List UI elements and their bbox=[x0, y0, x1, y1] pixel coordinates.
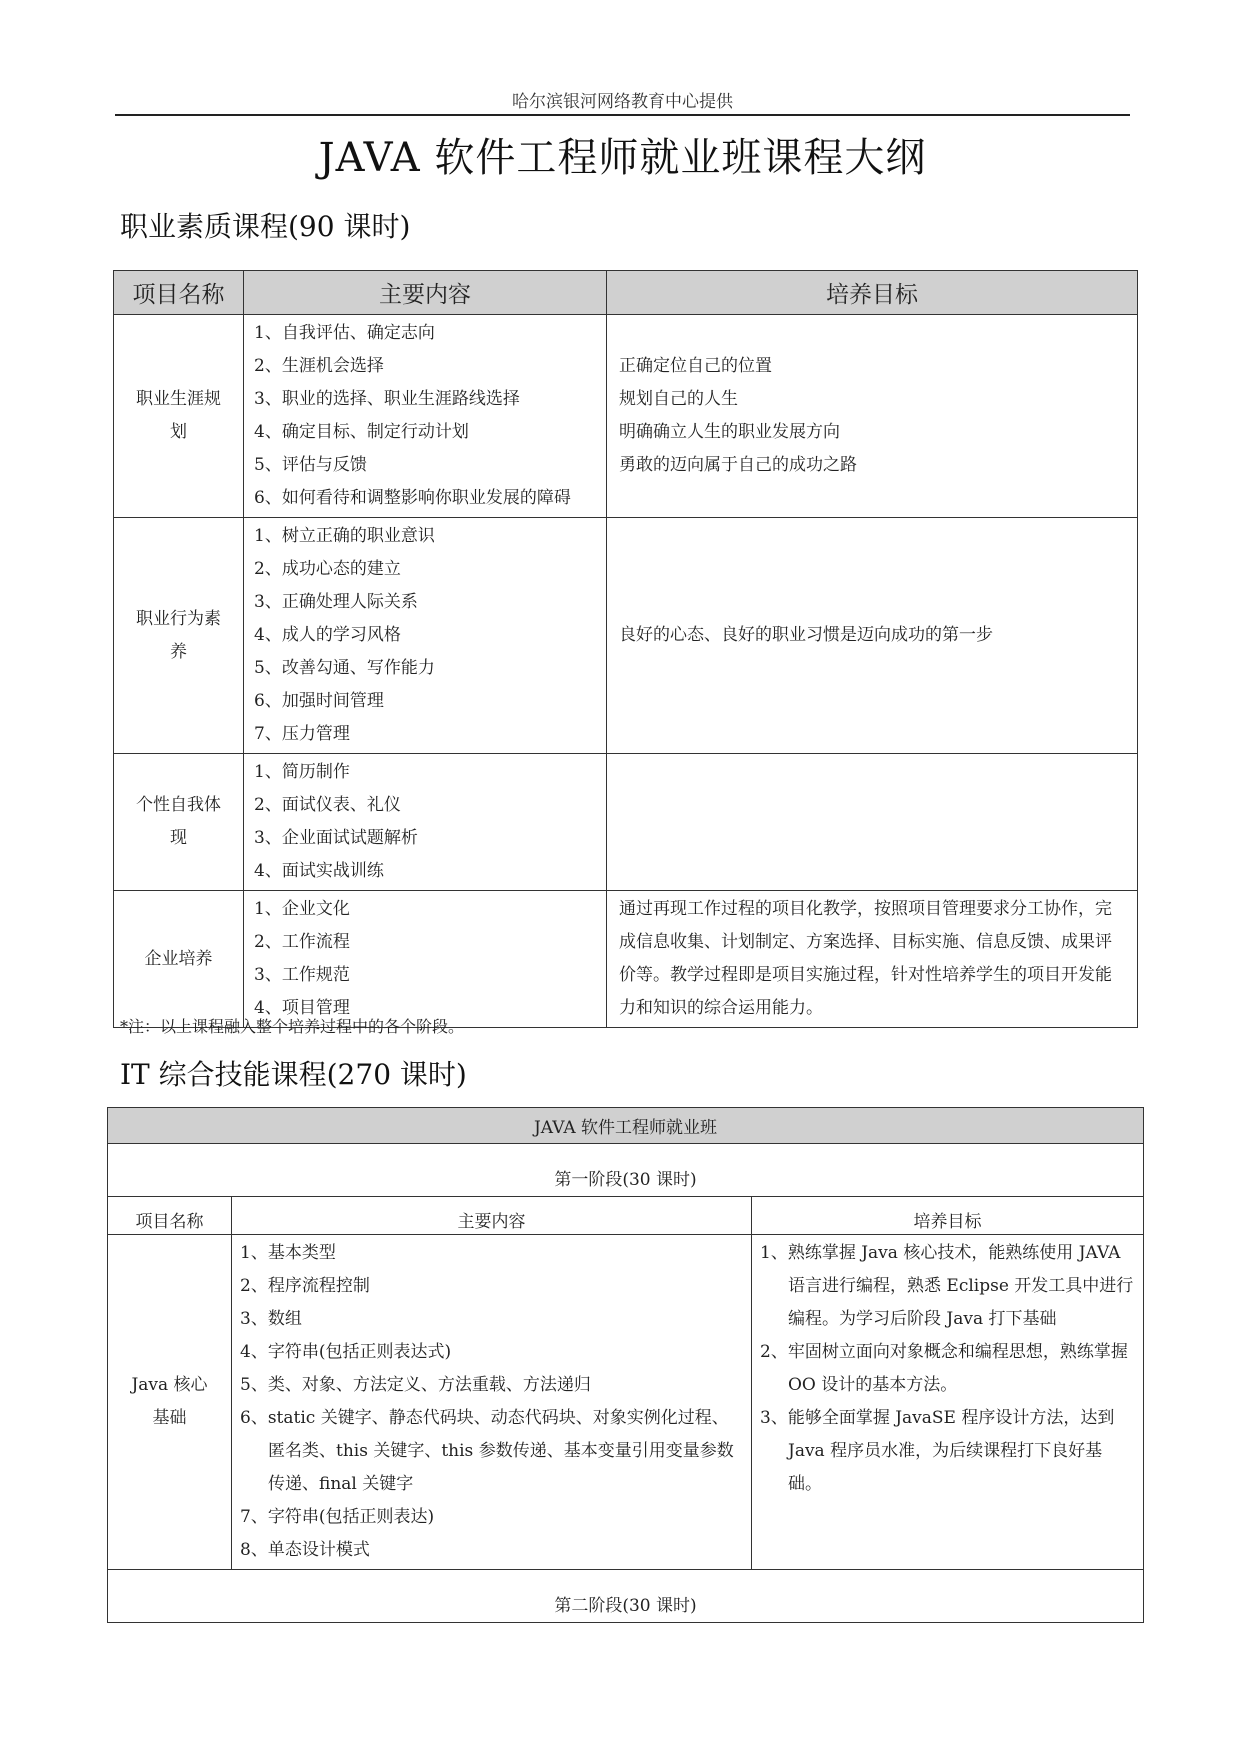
column-header-name: 项目名称 bbox=[114, 271, 244, 315]
column-header-name: 项目名称 bbox=[108, 1197, 232, 1235]
content-line: 1、基本类型 bbox=[240, 1243, 336, 1263]
content-line: 8、单态设计模式 bbox=[240, 1540, 370, 1560]
item-content bbox=[232, 1235, 752, 1570]
section-title-professional-quality: 职业素质课程(90 课时) bbox=[120, 210, 411, 243]
content-line: 5、改善勾通、写作能力 bbox=[254, 658, 435, 678]
item-content bbox=[244, 518, 607, 754]
item-name-line: 划 bbox=[170, 422, 187, 442]
column-header-goal: 培养目标 bbox=[607, 271, 1138, 315]
goal-line: 良好的心态、良好的职业习惯是迈向成功的第一步 bbox=[619, 625, 993, 645]
document-title: JAVA 软件工程师就业班课程大纲 bbox=[318, 135, 927, 181]
item-goal bbox=[607, 891, 1138, 1028]
program-row bbox=[108, 1108, 1144, 1144]
column-header-content: 主要内容 bbox=[232, 1197, 752, 1235]
content-line: 2、面试仪表、礼仪 bbox=[254, 795, 401, 815]
table-header-row bbox=[114, 271, 1138, 315]
item-content bbox=[244, 891, 607, 1028]
professional-quality-table bbox=[113, 270, 1138, 1028]
goal-line: 2、牢固树立面向对象概念和编程思想，熟练掌握 OO 设计的基本方法。 bbox=[760, 1342, 1128, 1395]
item-name bbox=[108, 1235, 232, 1570]
content-line: 2、生涯机会选择 bbox=[254, 356, 384, 376]
item-name-line: 企业培养 bbox=[144, 948, 213, 969]
content-line: 4、成人的学习风格 bbox=[254, 625, 401, 645]
stage-row bbox=[108, 1144, 1144, 1197]
content-line: 4、字符串(包括正则表达式) bbox=[240, 1342, 452, 1362]
content-line: 2、程序流程控制 bbox=[240, 1276, 370, 1296]
item-name bbox=[114, 315, 244, 518]
table-row bbox=[114, 518, 1138, 754]
item-goal bbox=[752, 1235, 1144, 1570]
content-line: 3、企业面试试题解析 bbox=[254, 828, 418, 848]
table-row bbox=[108, 1235, 1144, 1570]
column-header-goal: 培养目标 bbox=[752, 1197, 1144, 1235]
content-line: 1、简历制作 bbox=[254, 762, 350, 782]
item-content bbox=[244, 754, 607, 891]
content-line: 3、工作规范 bbox=[254, 965, 350, 985]
item-name bbox=[114, 518, 244, 754]
content-line: 5、评估与反馈 bbox=[254, 455, 367, 475]
program-name: JAVA 软件工程师就业班 bbox=[108, 1108, 1144, 1144]
item-name-line: Java 核心 bbox=[131, 1375, 208, 1395]
column-header-content: 主要内容 bbox=[244, 271, 607, 315]
header-rule bbox=[115, 114, 1130, 116]
item-goal bbox=[607, 518, 1138, 754]
table-row bbox=[114, 891, 1138, 1028]
content-line: 1、树立正确的职业意识 bbox=[254, 526, 435, 546]
stage-label: 第二阶段(30 课时) bbox=[108, 1570, 1144, 1623]
goal-line: 正确定位自己的位置 bbox=[619, 356, 772, 376]
content-line: 7、压力管理 bbox=[254, 724, 350, 744]
content-line: 3、职业的选择、职业生涯路线选择 bbox=[254, 389, 520, 409]
table-row bbox=[114, 754, 1138, 891]
stage-label: 第一阶段(30 课时) bbox=[108, 1144, 1144, 1197]
content-line: 4、面试实战训练 bbox=[254, 861, 384, 881]
content-line: 4、确定目标、制定行动计划 bbox=[254, 422, 469, 442]
item-goal bbox=[607, 315, 1138, 518]
content-line: 3、正确处理人际关系 bbox=[254, 592, 418, 612]
goal-line: 通过再现工作过程的项目化教学，按照项目管理要求分工协作，完成信息收集、计划制定、方案选择、目标实施、信息反馈、成果评价等。教学过程即是项目实施过程，针对性培养学生的项目开发能力和知识的综合运用能力。 bbox=[619, 899, 1112, 1018]
table-header-row bbox=[108, 1197, 1144, 1235]
footnote: *注：以上课程融入整个培养过程中的各个阶段。 bbox=[120, 1017, 465, 1036]
stage-row bbox=[108, 1570, 1144, 1623]
item-goal bbox=[607, 754, 1138, 891]
goal-line: 明确确立人生的职业发展方向 bbox=[619, 422, 840, 442]
content-line: 5、类、对象、方法定义、方法重载、方法递归 bbox=[240, 1375, 591, 1395]
goal-line: 3、能够全面掌握 JavaSE 程序设计方法，达到 Java 程序员水准，为后续课程打下良好基础。 bbox=[760, 1408, 1115, 1494]
item-name-line: 个性自我体 bbox=[136, 795, 221, 815]
goal-line: 勇敢的迈向属于自己的成功之路 bbox=[619, 455, 857, 475]
item-name bbox=[114, 891, 244, 1028]
table-row bbox=[114, 315, 1138, 518]
goal-line: 1、熟练掌握 Java 核心技术，能熟练使用 JAVA 语言进行编程，熟悉 Eclipse 开发工具中进行编程。为学习后阶段 Java 打下基础 bbox=[760, 1243, 1134, 1329]
item-name-line: 职业生涯规 bbox=[136, 389, 221, 409]
content-line: 1、企业文化 bbox=[254, 899, 350, 919]
content-line: 7、字符串(包括正则表达) bbox=[240, 1507, 435, 1527]
content-line: 4、项目管理 bbox=[254, 998, 350, 1018]
item-name bbox=[114, 754, 244, 891]
it-skills-table bbox=[107, 1107, 1144, 1623]
item-name-line: 现 bbox=[170, 828, 187, 848]
item-content bbox=[244, 315, 607, 518]
content-line: 1、自我评估、确定志向 bbox=[254, 323, 435, 343]
item-name-line: 职业行为素 bbox=[136, 608, 221, 629]
content-line: 2、工作流程 bbox=[254, 932, 350, 952]
section-title-it-skills: IT 综合技能课程(270 课时) bbox=[120, 1058, 467, 1091]
page-header: 哈尔滨银河网络教育中心提供 bbox=[512, 92, 733, 112]
content-line: 2、成功心态的建立 bbox=[254, 559, 401, 579]
item-name-line: 养 bbox=[170, 641, 187, 662]
content-line: 3、数组 bbox=[240, 1309, 302, 1329]
content-line: 6、如何看待和调整影响你职业发展的障碍 bbox=[254, 488, 571, 508]
content-line: 6、加强时间管理 bbox=[254, 691, 384, 711]
content-line: 6、static 关键字、静态代码块、动态代码块、对象实例化过程、匿名类、this 关键字、this 参数传递、基本变量引用变量参数传递、final 关键字 bbox=[240, 1408, 734, 1494]
goal-line: 规划自己的人生 bbox=[619, 389, 738, 409]
item-name-line: 基础 bbox=[152, 1408, 187, 1428]
